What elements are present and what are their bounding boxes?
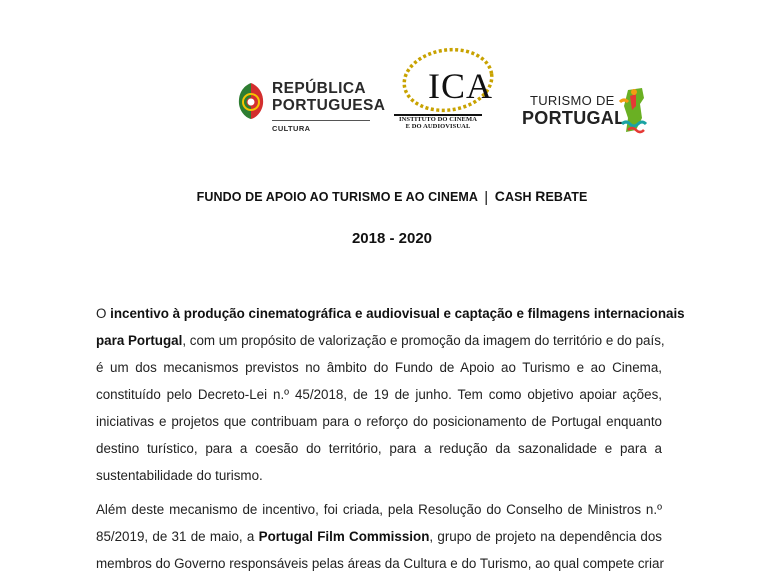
turismo-de-portugal-logo <box>522 88 672 138</box>
paragraph-line: sustentabilidade do turismo. <box>96 468 263 483</box>
ica-subtitle-line-1: INSTITUTO DO CINEMA <box>399 116 477 123</box>
bold-text-run: Portugal Film Commission <box>258 529 430 544</box>
text-run: O <box>96 306 111 321</box>
turismo-line-1: TURISMO DE <box>530 93 615 108</box>
text-run: 85/2019, de 31 de maio, a <box>96 529 259 544</box>
paragraph-incentive <box>96 300 685 489</box>
text-run: , com um propósito de valorização e promoção da imagem do território e do país, <box>182 333 665 348</box>
paragraph-line: constituído pelo Decreto-Lei n.º 45/2018, de 19 de junho. Tem como objetivo apoiar ações, <box>96 387 662 402</box>
paragraph-line: iniciativas e projetos que contribuam para o reforço do posicionamento de Portugal enquanto <box>96 414 662 429</box>
turismo-portugal-mark-icon <box>614 88 656 136</box>
paragraph-line <box>96 523 662 550</box>
paragraph-line: destino turístico, para a coesão do território, para a redução da sazonalidade e para a <box>96 441 662 456</box>
heading-cash-rebate <box>495 190 588 204</box>
heading-separator: | <box>484 189 489 206</box>
heading-cash-initial: C <box>494 188 505 204</box>
republica-wordmark <box>272 80 385 133</box>
heading-fund-name: FUNDO DE APOIO AO TURISMO E AO CINEMA <box>196 190 478 204</box>
paragraph-line: Além deste mecanismo de incentivo, foi criada, pela Resolução do Conselho de Ministros n.º <box>96 502 662 517</box>
republica-line-2: PORTUGUESA <box>272 97 386 114</box>
paragraph-film-commission <box>96 496 662 577</box>
header-logos <box>0 40 784 150</box>
ica-subtitle-line-2: E DO AUDIOVISUAL <box>405 123 471 130</box>
portuguese-flag-shield-icon <box>236 82 266 120</box>
paragraph-line <box>96 327 665 354</box>
bold-text-run: incentivo à produção cinematográfica e audiovisual e captação e filmagens internacionais <box>110 306 685 321</box>
republica-line-1: REPÚBLICA <box>272 80 367 97</box>
ica-logo <box>392 40 500 140</box>
ica-subtitle <box>392 116 484 130</box>
heading-cash-rest: ASH <box>504 190 532 204</box>
republica-portuguesa-logo <box>236 80 386 133</box>
heading-rebate-initial: R <box>535 188 546 204</box>
heading-rebate-rest: EBATE <box>545 190 588 204</box>
paragraph-line <box>96 300 685 327</box>
turismo-line-2: PORTUGAL <box>522 108 626 128</box>
republica-subtitle: CULTURA <box>272 124 311 133</box>
paragraph-line: é um dos mecanismos previstos no âmbito do Fundo de Apoio ao Turismo e ao Cinema, <box>96 360 662 375</box>
ica-letters: ICA <box>428 66 493 106</box>
period-title: 2018 - 2020 <box>351 230 433 247</box>
document-heading <box>0 188 784 206</box>
republica-divider <box>272 120 370 121</box>
paragraph-line: membros do Governo responsáveis pelas áreas da Cultura e do Turismo, ao qual compete criar <box>96 556 664 571</box>
text-run: , grupo de projeto na dependência dos <box>429 529 663 544</box>
bold-text-run: para Portugal <box>96 333 183 348</box>
